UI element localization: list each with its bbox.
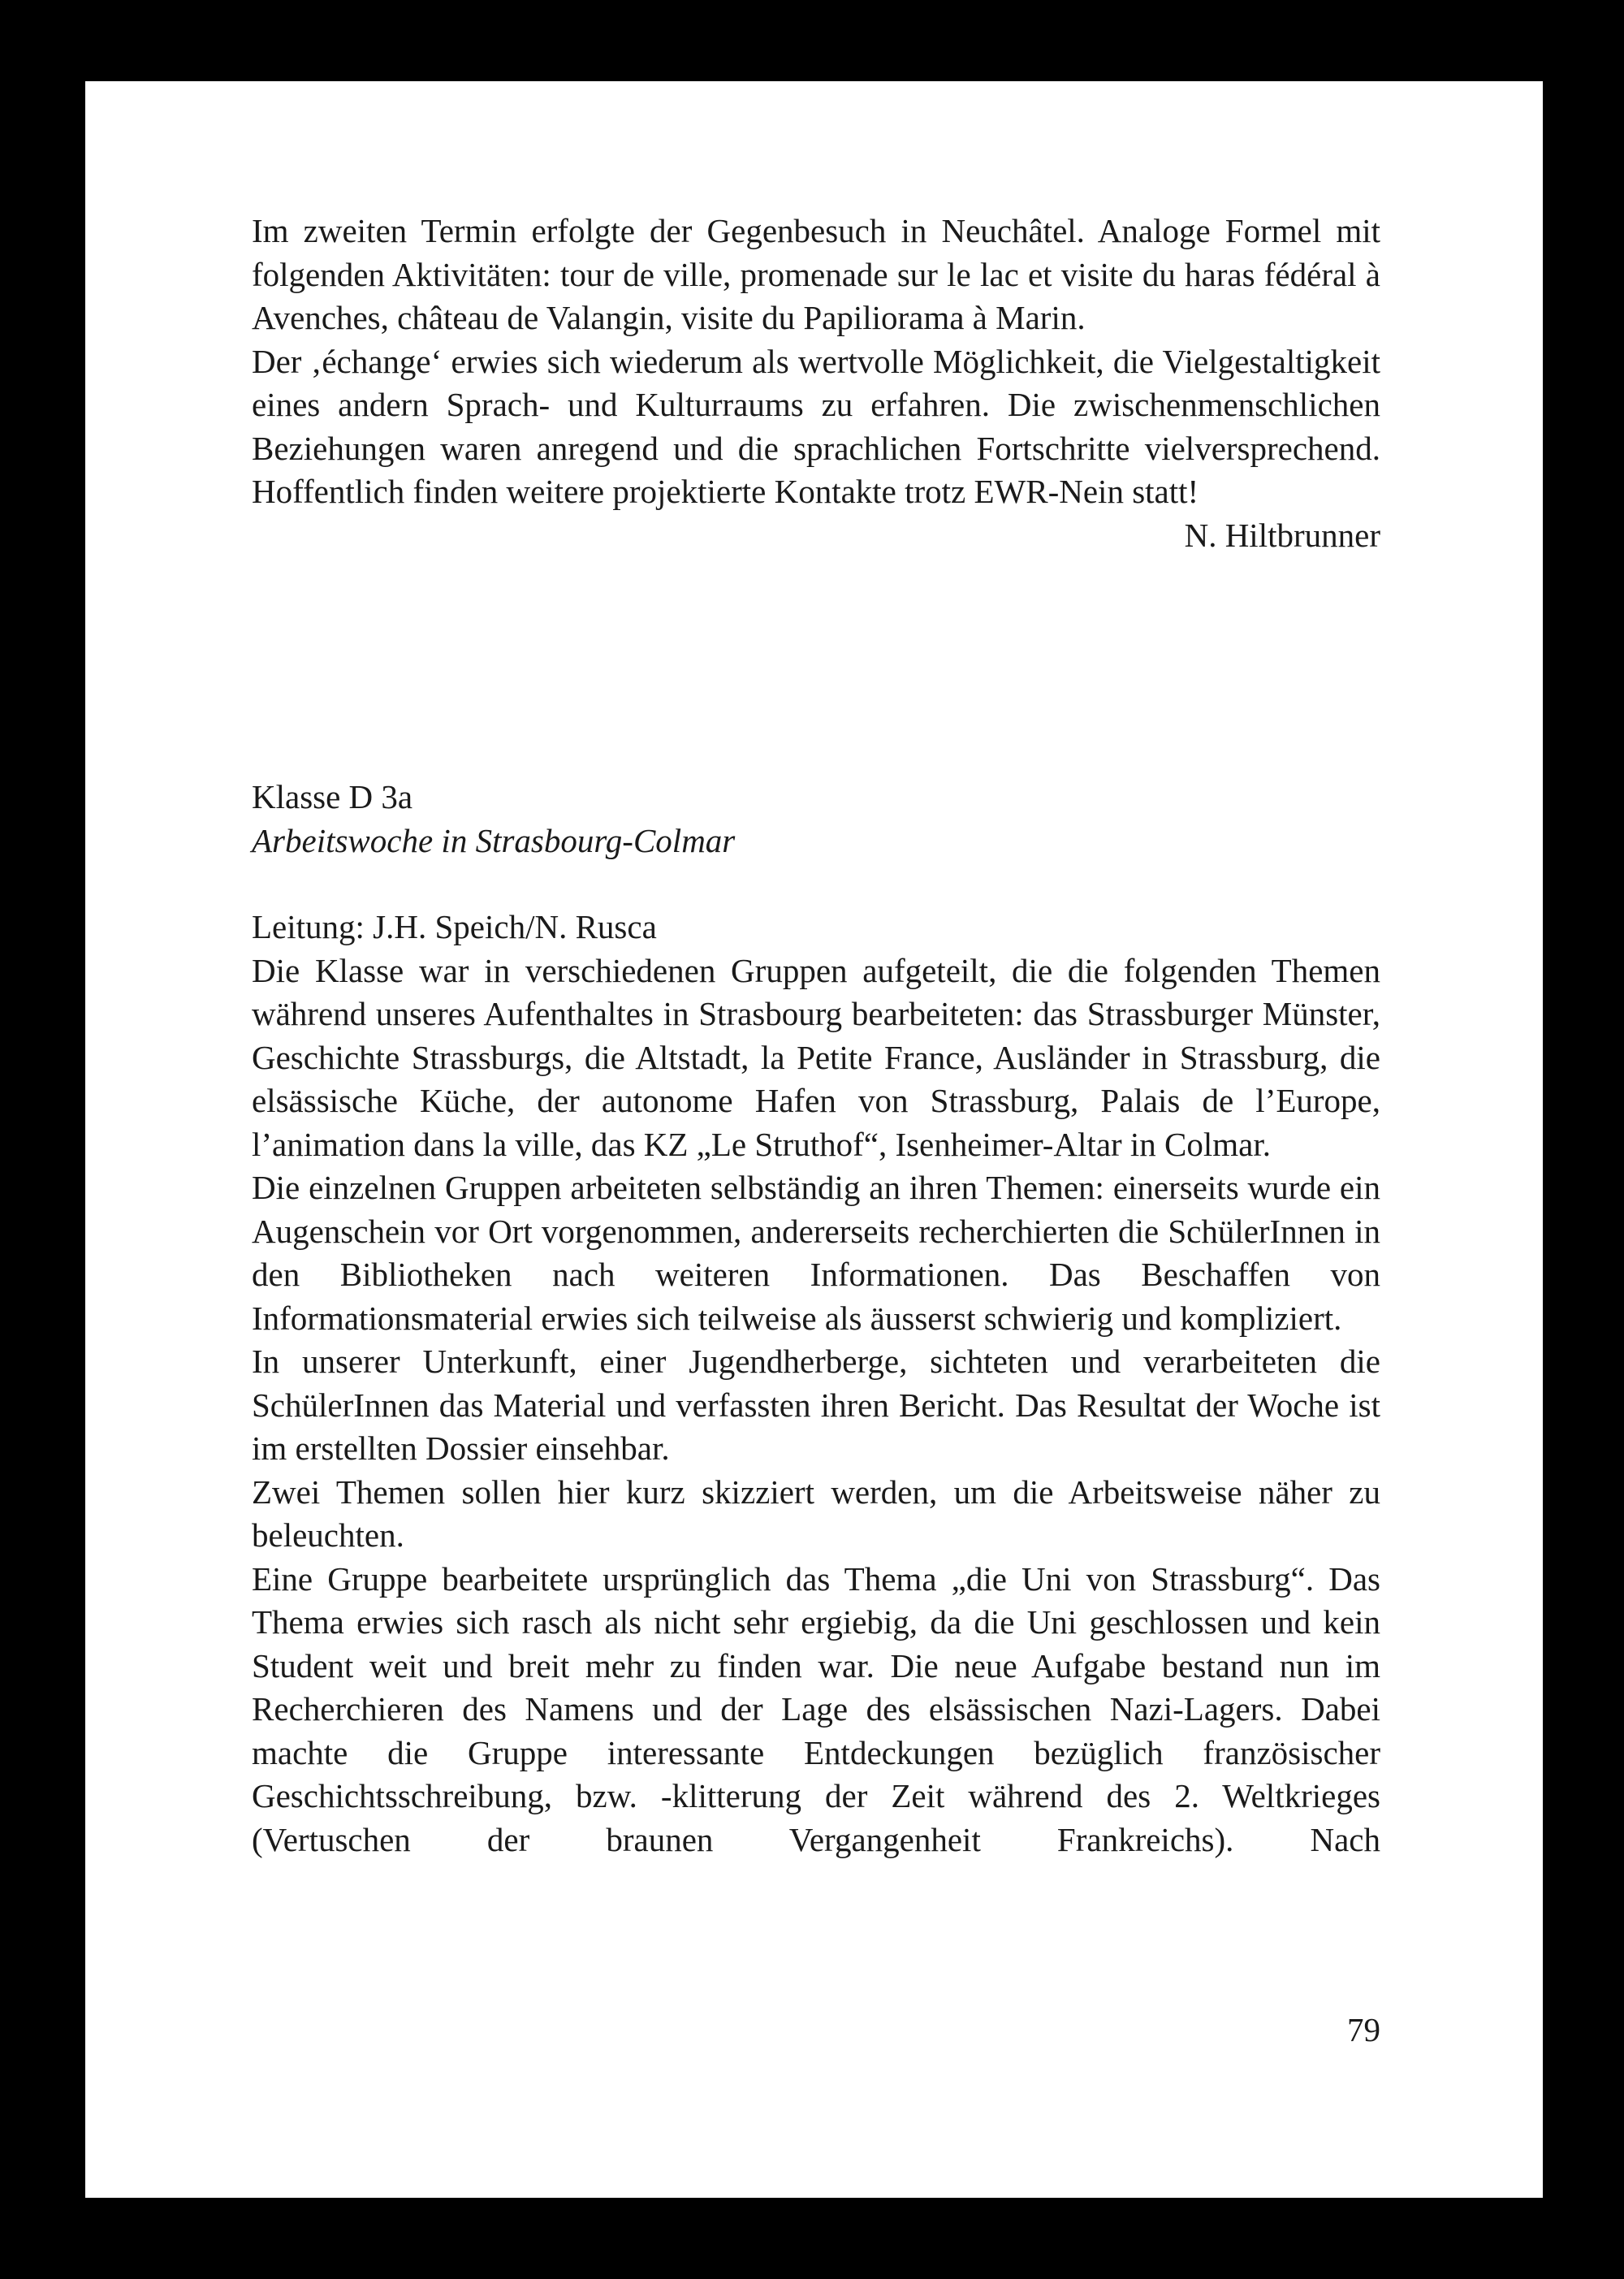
body-paragraph: Eine Gruppe bearbeitete ursprünglich das Thema „die Uni von Strassburg“. Das Thema erwies sich rasch als nicht sehr ergiebig, da die Uni geschlossen und kein Student weit und breit mehr zu finden war. Die neue Aufgabe bestand nun im Recherchieren des Namens und der Lage des elsässischen Nazi-Lagers. Dabei machte die Gruppe interessante Entdeckungen bezüglich französischer Geschichtsschreibung, bzw. -klitterung der Zeit während des 2. Weltkrieges (Vertuschen der braunen Vergangenheit Frankreichs). Nach xyxy=(252,1559,1380,1858)
body-paragraph: Im zweiten Termin erfolgte der Gegenbesuch in Neuchâtel. Analoge Formel mit folgenden Aktivitäten: tour de ville, promenade sur le lac et visite du haras fédéral à Avenches, château de Valangin, visite du Papiliorama à Marin. xyxy=(252,212,1380,336)
page-number: 79 xyxy=(1347,2011,1380,2048)
body-paragraph: Die einzelnen Gruppen arbeiteten selbständig an ihren Themen: einerseits wurde ein Augenschein vor Ort vorgenommen, andererseits recherchierten die SchülerInnen in den Bibliotheken nach weiteren Informationen. Das Beschaffen von Informationsmaterial erwies sich teilweise als äusserst schwierig und kompliziert. xyxy=(252,1169,1380,1337)
body-paragraph: Zwei Themen sollen hier kurz skizziert werden, um die Arbeitsweise näher zu beleuchten. xyxy=(252,1472,1380,1554)
author-signature: N. Hiltbrunner xyxy=(1184,516,1380,554)
section-class-report xyxy=(252,776,1380,1862)
section-title: Arbeitswoche in Strasbourg-Colmar xyxy=(252,821,736,859)
document-page xyxy=(85,81,1543,2198)
leitung-line: Leitung: J.H. Speich/N. Rusca xyxy=(252,908,657,945)
body-paragraph: Der ‚échange‘ erwies sich wiederum als wertvolle Möglichkeit, die Vielgestaltigkeit eines andern Sprach- und Kulturraums zu erfahren. Die zwischenmenschlichen Beziehungen waren anregend und die sprachlichen Fortschritte vielversprechend. Hoffentlich finden weitere projektierte Kontakte trotz EWR-Nein statt! xyxy=(252,342,1380,510)
class-label: Klasse D 3a xyxy=(252,778,413,815)
body-paragraph: In unserer Unterkunft, einer Jugendherberge, sichteten und verarbeiteten die SchülerInnen das Material und verfassten ihren Bericht. Das Resultat der Woche ist im erstellten Dossier einsehbar. xyxy=(252,1343,1380,1467)
section-exchange-report xyxy=(252,210,1380,557)
body-paragraph: Die Klasse war in verschiedenen Gruppen aufgeteilt, die die folgenden Themen während unseres Aufenthaltes in Strasbourg bearbeiteten: das Strassburger Münster, Geschichte Strassburgs, die Altstadt, la Petite France, Ausländer in Strassburg, die elsässische Küche, der autonome Hafen von Strassburg, Palais de l’Europe, l’animation dans la ville, das KZ „Le Struthof“, Isenheimer-Altar in Colmar. xyxy=(252,951,1380,1163)
